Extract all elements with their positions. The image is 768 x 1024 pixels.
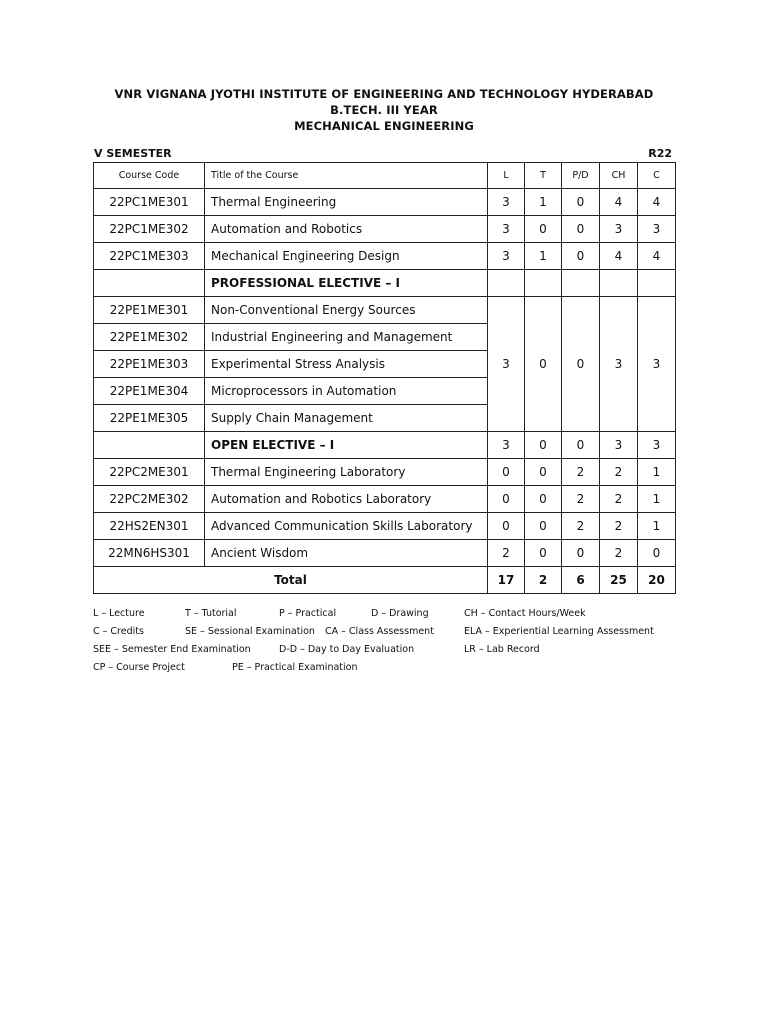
- contact-hours: 2: [600, 459, 638, 486]
- course-code: 22MN6HS301: [94, 540, 205, 567]
- table-row: [94, 459, 676, 486]
- lecture-hours: 0: [488, 486, 525, 513]
- tutorial-hours: 0: [525, 486, 562, 513]
- abbreviation-legend: [93, 608, 693, 680]
- table-row: [94, 189, 676, 216]
- empty-cell: [94, 270, 205, 297]
- institute-name: VNR VIGNANA JYOTHI INSTITUTE OF ENGINEERING AND TECHNOLOGY HYDERABAD: [114, 87, 654, 101]
- legend-item: SE – Sessional Examination: [185, 626, 315, 637]
- open-elective-row: [94, 432, 676, 459]
- header-c: C: [638, 163, 676, 189]
- course-code: 22PC2ME302: [94, 486, 205, 513]
- legend-row: [93, 662, 693, 680]
- practical-hours: 2: [562, 513, 600, 540]
- credits: 3: [638, 216, 676, 243]
- legend-item: CA – Class Assessment: [325, 626, 434, 637]
- legend-item: L – Lecture: [93, 608, 145, 619]
- tutorial-hours: 0: [525, 432, 562, 459]
- course-table: [93, 162, 676, 594]
- course-title: Mechanical Engineering Design: [205, 243, 488, 270]
- table-row: [94, 297, 676, 324]
- course-title: Advanced Communication Skills Laboratory: [205, 513, 488, 540]
- practical-hours: 2: [562, 486, 600, 513]
- contact-hours: 2: [600, 486, 638, 513]
- table-header-row: [94, 163, 676, 189]
- legend-item: C – Credits: [93, 626, 144, 637]
- tutorial-hours: 0: [525, 513, 562, 540]
- legend-row: [93, 626, 693, 644]
- total-row: [94, 567, 676, 594]
- practical-hours: 0: [562, 216, 600, 243]
- total-contact-hours: 25: [600, 567, 638, 594]
- total-label: Total: [94, 567, 488, 594]
- header-course-code: Course Code: [94, 163, 205, 189]
- course-title: Supply Chain Management: [205, 405, 488, 432]
- credits: 3: [638, 432, 676, 459]
- course-code: 22PE1ME303: [94, 351, 205, 378]
- legend-item: ELA – Experiential Learning Assessment: [464, 626, 654, 637]
- course-title: Thermal Engineering Laboratory: [205, 459, 488, 486]
- legend-item: CP – Course Project: [93, 662, 185, 673]
- course-code: 22PC2ME301: [94, 459, 205, 486]
- empty-cell: [638, 270, 676, 297]
- header-course-title: Title of the Course: [205, 163, 488, 189]
- legend-item: SEE – Semester End Examination: [93, 644, 251, 655]
- lecture-hours: 2: [488, 540, 525, 567]
- legend-item: P – Practical: [279, 608, 337, 619]
- lecture-hours: 3: [488, 243, 525, 270]
- contact-hours: 3: [600, 216, 638, 243]
- table-row: [94, 243, 676, 270]
- legend-item: T – Tutorial: [185, 608, 237, 619]
- semester-row: [94, 147, 674, 161]
- legend-item: CH – Contact Hours/Week: [464, 608, 586, 619]
- table-row: [94, 486, 676, 513]
- lecture-hours: 0: [488, 459, 525, 486]
- lecture-hours: 3: [488, 432, 525, 459]
- course-code: 22PC1ME301: [94, 189, 205, 216]
- total-lecture: 17: [488, 567, 525, 594]
- contact-hours: 4: [600, 243, 638, 270]
- course-title: Industrial Engineering and Management: [205, 324, 488, 351]
- legend-item: PE – Practical Examination: [232, 662, 358, 673]
- lecture-hours: 3: [488, 216, 525, 243]
- empty-cell: [525, 270, 562, 297]
- open-elective-label: OPEN ELECTIVE – I: [205, 432, 488, 459]
- professional-elective-heading-row: [94, 270, 676, 297]
- course-title: Automation and Robotics Laboratory: [205, 486, 488, 513]
- practical-hours: 0: [562, 432, 600, 459]
- total-credits: 20: [638, 567, 676, 594]
- tutorial-hours: 0: [525, 216, 562, 243]
- course-code: 22PE1ME301: [94, 297, 205, 324]
- header-l: L: [488, 163, 525, 189]
- empty-cell: [600, 270, 638, 297]
- credits: 1: [638, 513, 676, 540]
- legend-item: LR – Lab Record: [464, 644, 540, 655]
- course-code: 22HS2EN301: [94, 513, 205, 540]
- credits: 0: [638, 540, 676, 567]
- course-title: Ancient Wisdom: [205, 540, 488, 567]
- branch-title: MECHANICAL ENGINEERING: [294, 119, 474, 133]
- course-title: Thermal Engineering: [205, 189, 488, 216]
- empty-cell: [562, 270, 600, 297]
- practical-hours: 0: [562, 297, 600, 432]
- legend-row: [93, 644, 693, 662]
- practical-hours: 2: [562, 459, 600, 486]
- credits: 1: [638, 486, 676, 513]
- course-code: 22PC1ME302: [94, 216, 205, 243]
- empty-cell: [94, 432, 205, 459]
- lecture-hours: 3: [488, 189, 525, 216]
- header-pd: P/D: [562, 163, 600, 189]
- course-code: 22PE1ME304: [94, 378, 205, 405]
- tutorial-hours: 0: [525, 297, 562, 432]
- course-title: Automation and Robotics: [205, 216, 488, 243]
- tutorial-hours: 1: [525, 189, 562, 216]
- legend-item: D-D – Day to Day Evaluation: [279, 644, 415, 655]
- header-t: T: [525, 163, 562, 189]
- table-row: [94, 513, 676, 540]
- document-header: [0, 86, 768, 134]
- credits: 3: [638, 297, 676, 432]
- program-title: B.TECH. III YEAR: [330, 103, 438, 117]
- contact-hours: 2: [600, 513, 638, 540]
- contact-hours: 2: [600, 540, 638, 567]
- legend-row: [93, 608, 693, 626]
- course-code: 22PC1ME303: [94, 243, 205, 270]
- tutorial-hours: 0: [525, 540, 562, 567]
- tutorial-hours: 1: [525, 243, 562, 270]
- course-code: 22PE1ME305: [94, 405, 205, 432]
- course-title: Microprocessors in Automation: [205, 378, 488, 405]
- practical-hours: 0: [562, 540, 600, 567]
- practical-hours: 0: [562, 189, 600, 216]
- credits: 4: [638, 189, 676, 216]
- course-title: Non-Conventional Energy Sources: [205, 297, 488, 324]
- lecture-hours: 0: [488, 513, 525, 540]
- lecture-hours: 3: [488, 297, 525, 432]
- regulation-label: R22: [648, 147, 672, 160]
- tutorial-hours: 0: [525, 459, 562, 486]
- contact-hours: 3: [600, 432, 638, 459]
- table-row: [94, 216, 676, 243]
- semester-label: V SEMESTER: [94, 147, 172, 160]
- professional-elective-label: PROFESSIONAL ELECTIVE – I: [205, 270, 488, 297]
- practical-hours: 0: [562, 243, 600, 270]
- total-practical: 6: [562, 567, 600, 594]
- total-tutorial: 2: [525, 567, 562, 594]
- contact-hours: 3: [600, 297, 638, 432]
- table-row: [94, 540, 676, 567]
- contact-hours: 4: [600, 189, 638, 216]
- empty-cell: [488, 270, 525, 297]
- credits: 4: [638, 243, 676, 270]
- legend-item: D – Drawing: [371, 608, 429, 619]
- header-ch: CH: [600, 163, 638, 189]
- course-title: Experimental Stress Analysis: [205, 351, 488, 378]
- course-code: 22PE1ME302: [94, 324, 205, 351]
- credits: 1: [638, 459, 676, 486]
